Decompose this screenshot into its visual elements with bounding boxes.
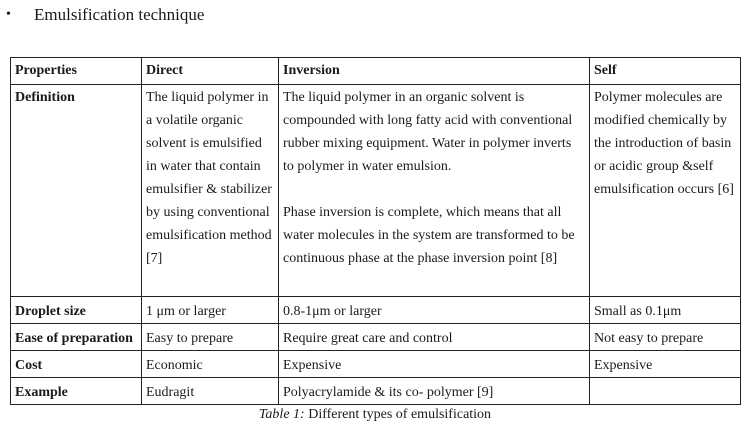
cell-inversion: 0.8-1μm or larger [279,297,590,324]
table-row-cost [11,351,741,378]
column-header-direct: Direct [142,58,279,85]
cell-self: Polymer molecules are modified chemically by the introduction of basin or acidic group &self emulsification occurs [6] [590,85,741,297]
bullet-icon: • [6,7,11,22]
paragraph-gap [283,178,585,201]
column-header-self: Self [590,58,741,85]
cell-direct: Eudragit [142,378,279,405]
row-label: Ease of preparation [11,324,142,351]
cell-inversion: Expensive [279,351,590,378]
inversion-paragraph-2: Phase inversion is complete, which means that all water molecules in the system are transformed to be continuous phase at the phase inversion point [8] [283,205,575,266]
section-heading-text: Emulsification technique [34,5,205,24]
inversion-paragraph-1: The liquid polymer in an organic solvent is compounded with long fatty acid with conventional rubber mixing equipment. Water in polymer inverts to polymer in water emulsion. [283,90,573,174]
table-header-row [11,58,741,85]
column-header-inversion: Inversion [279,58,590,85]
row-label: Example [11,378,142,405]
row-label: Cost [11,351,142,378]
cell-inversion: Require great care and control [279,324,590,351]
cell-direct: The liquid polymer in a volatile organic solvent is emulsified in water that contain emulsifier & stabilizer by using conventional emulsification method [7] [142,85,279,297]
cell-self: Expensive [590,351,741,378]
row-label: Droplet size [11,297,142,324]
cell-self [590,378,741,405]
row-label: Definition [11,85,142,297]
cell-direct: Economic [142,351,279,378]
cell-inversion: Polyacrylamide & its co- polymer [9] [279,378,590,405]
column-header-properties: Properties [11,58,142,85]
table-row-droplet-size [11,297,741,324]
table-row-definition [11,85,741,297]
emulsification-table [10,57,741,405]
cell-direct: Easy to prepare [142,324,279,351]
cell-self: Not easy to prepare [590,324,741,351]
cell-direct: 1 μm or larger [142,297,279,324]
caption-text: Different types of emulsification [304,407,492,422]
section-heading [6,4,204,26]
cell-self: Small as 0.1μm [590,297,741,324]
table-caption [0,405,750,425]
table-row-example [11,378,741,405]
cell-inversion [279,85,590,297]
caption-label: Table 1: [258,407,305,422]
table-row-ease-of-preparation [11,324,741,351]
